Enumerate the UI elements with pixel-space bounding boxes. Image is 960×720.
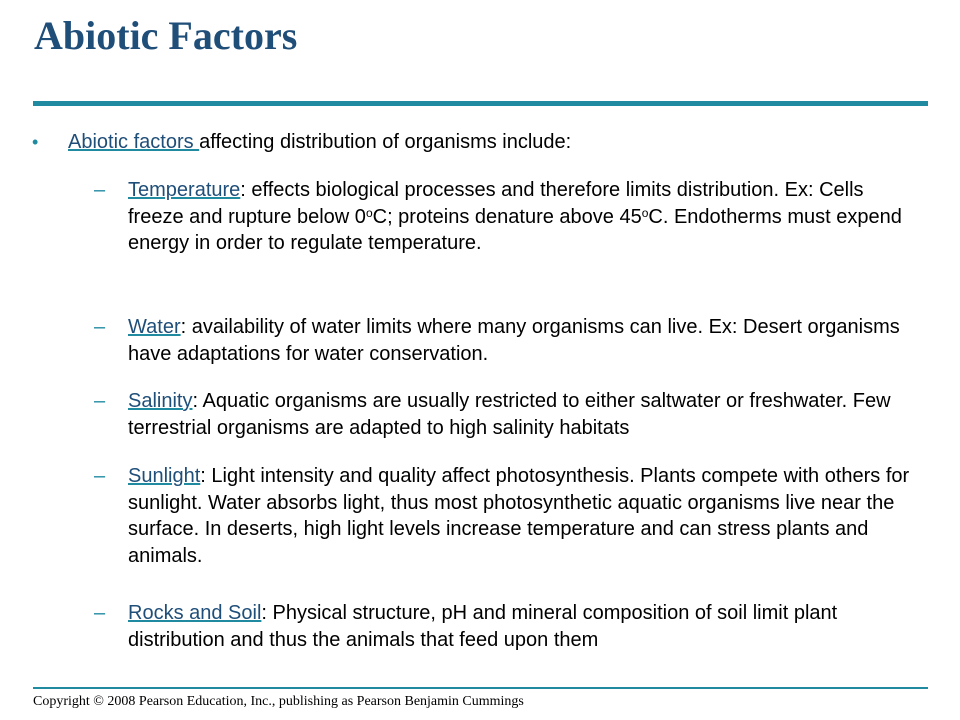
dash-icon: – [94, 602, 106, 624]
item-water: – Water: availability of water limits where many organisms can live. Ex: Desert organisms have adaptations for water conservation. [94, 316, 900, 365]
dash-icon: – [94, 179, 106, 201]
footer-divider [33, 687, 928, 689]
rocks-and-soil-link[interactable]: Rocks and Soil [128, 602, 262, 624]
item-temperature: – Temperature: effects biological processes and therefore limits distribution. Ex: Cells freeze and rupture below 0$^o$C; proteins denature above 45$^o$C. Endotherms must expend energy in order to regulate temperature. [94, 179, 902, 254]
water-link[interactable]: Water [128, 316, 181, 338]
title-divider [33, 101, 928, 106]
item-sunlight: – Sunlight: Light intensity and quality affect photosynthesis. Plants compete with others for sunlight. Water absorbs light, thus most photosynthetic aquatic organisms live near the surface. In deserts, high light levels increase temperature and can stress plants and animals. [94, 465, 910, 567]
intro-bullet [32, 128, 571, 156]
temperature-link[interactable]: Temperature [128, 179, 241, 201]
item-rocks-and-soil: – Rocks and Soil: Physical structure, pH and mineral composition of soil limit plant distribution and thus the animals that feed upon them [94, 602, 838, 651]
item-salinity: – Salinity: Aquatic organisms are usually restricted to either saltwater or freshwater. Few terrestrial organisms are adapted to high salinity habitats [94, 390, 891, 439]
dash-icon: – [94, 465, 106, 487]
salinity-link[interactable]: Salinity [128, 390, 193, 412]
abiotic-factors-link[interactable]: Abiotic factors [68, 131, 200, 153]
dash-icon: – [94, 316, 106, 338]
copyright-footer: Copyright © 2008 Pearson Education, Inc., publishing as Pearson Benjamin Cummings [33, 694, 524, 709]
slide-title: Abiotic Factors [34, 13, 298, 58]
intro-text: affecting distribution of organisms include: [199, 131, 572, 153]
bullet-icon: • [32, 132, 39, 152]
dash-icon: – [94, 390, 106, 412]
sunlight-link[interactable]: Sunlight [128, 465, 201, 487]
